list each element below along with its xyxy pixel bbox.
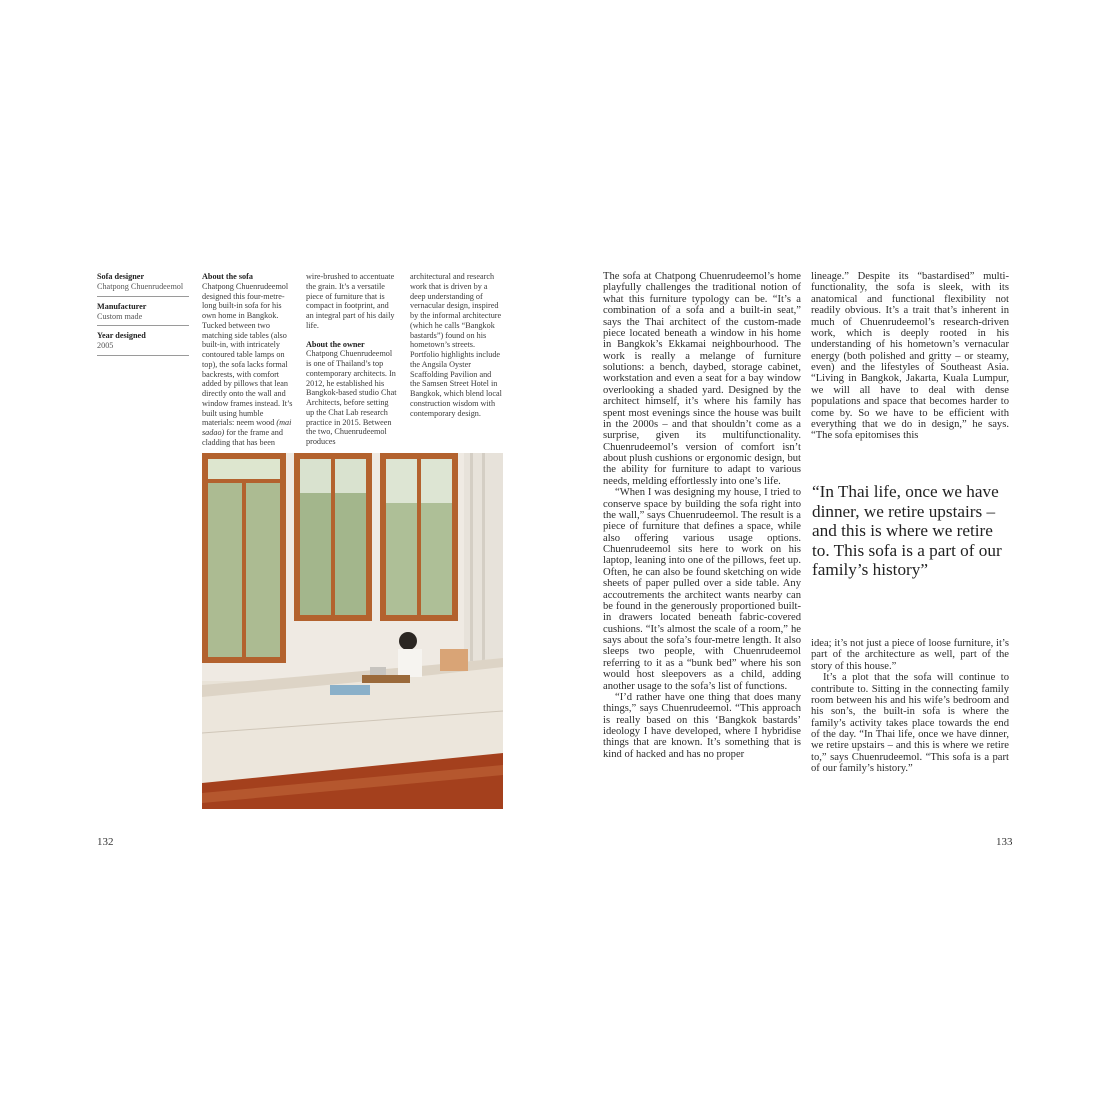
meta-year-label: Year designed [97,331,146,340]
about-owner-column [410,272,502,418]
article-column-2-bottom [811,638,1009,775]
meta-year-value: 2005 [97,341,114,351]
about-column-2 [306,272,398,447]
meta-designer-value: Chatpong Chuenrudeemol [97,282,184,292]
about-owner-text-cont: architectural and research work that is driven by a deep understanding of vernacular design, inspired by the informal architecture (which he calls “Bangkok bastards”) found on his hometown’s streets. Portfolio highlights include the Angsila Oyster Scaffolding Pavilion and the Samsen Street Hotel in Bangkok, which blend local construction wisdom with contemporary design. [410,272,502,418]
article-paragraph-4: lineage.” Despite its “bastardised” multi-functionality, the sofa is sleek, with its anatomical and functional flexibility not readily obvious. It’s a trait that’s inherent in much of Chuenrudeemol’s research-driven work, which is deeply rooted in his understanding of his hometown’s vernacular energy (both polished and gritty – or steamy, even) and the lifestyles of Southeast Asia. “Living in Bangkok, Jakarta, Kuala Lumpur, we will all have to deal with dense populations and space that becomes harder to come by. So we have to be efficient with everything that we do in design,” he says. “The sofa epitomises this [811,271,1009,442]
article-paragraph-5: idea; it’s not just a piece of loose furniture, it’s part of the architecture as well, part of the story of this house.” [811,638,1009,672]
article-paragraph-1: The sofa at Chatpong Chuenrudeemol’s home playfully challenges the traditional notion of what this furniture typology can be. “It’s a combination of a sofa and a built-in seat,” says the Thai architect of the custom-made piece located beneath a window in his home in Bangkok’s Ekkamai neighbourhood. The work is really a melange of furniture solutions: a bench, daybed, storage cabinet, workstation and even a seat for a bay window overlooking a shaded yard. Designed by the architect himself, it’s where his family has spent most evenings since the house was built in the 2000s – and that shouldn’t come as a surprise, given its multifunctionality. Chuenrudeemol’s version of comfort isn’t about plush cushions or ergonomic design, but the ability for furniture to adapt to various needs, melding effortlessly into one’s life. [603,271,801,487]
about-sofa-text-end: for the frame and cladding that has been [202,428,283,447]
about-sofa-column [202,272,294,448]
about-sofa-text-italic: (mai sadao) [202,418,292,437]
about-sofa-heading: About the sofa [202,272,253,281]
page-number-left: 132 [97,836,114,848]
sofa-photo [202,453,503,809]
sofa-meta-sidebar [97,272,189,361]
meta-manufacturer-label: Manufacturer [97,301,147,311]
sofa-photo-illustration [202,453,503,809]
article-column-2-top [811,271,1009,442]
about-sofa-text-cont: wire-brushed to accentuate the grain. It’s a versatile piece of furniture that is compact in footprint, and an integral part of his daily life. [306,272,395,330]
about-owner-text: Chatpong Chuenrudeemol is one of Thailand’s top contemporary architects. In 2012, he established his Bangkok-based studio Chat Architects, before setting up the Chat Lab research practice in 2015. Between the two, Chuenrudeemol produces [306,349,397,446]
meta-designer [97,272,189,297]
meta-designer-label: Sofa designer [97,272,145,281]
article-paragraph-6: It’s a plot that the sofa will continue to contribute to. Sitting in the connecting family room between his and his wife’s bedroom and his son’s, the built-in sofa is where the family’s activity takes place towards the end of the day. “In Thai life, once we have dinner, we retire upstairs – and this is where we retire to,” says Chuenrudeemol. “This sofa is a part of our family’s history.” [811,672,1009,775]
page-number-right: 133 [996,836,1013,848]
meta-manufacturer [97,302,189,327]
about-sofa-text [202,282,294,448]
article-paragraph-3: “I’d rather have one thing that does many things,” says Chuenrudeemol. “This approach is really based on this ‘Bangkok bastards’ ideology I have developed, where I hybridise things that are known. It’s something that is kind of hacked and has no proper [603,691,801,760]
pull-quote: “In Thai life, once we have dinner, we retire upstairs – and this is where we retire to. This sofa is a part of our family’s history” [812,482,1002,580]
about-owner-heading: About the owner [306,339,365,349]
meta-manufacturer-value: Custom made [97,311,143,321]
article-paragraph-2: “When I was designing my house, I tried to conserve space by building the sofa right into the wall,” says Chuenrudeemol. The result is a piece of furniture that defines a space, while also offering various usage options. Chuenrudeemol sits here to work on his laptop, leaning into one of the pillows, feet up. Often, he can also be found sketching on wide sheets of paper pulled over a side table. Any accoutrements the architect wants nearby can be found in the generously proportioned built-in drawers located beneath fabric-covered cushions. “It’s almost the scale of a room,” he says about the sofa’s four-metre length. It also sleeps two people, with Chuenrudeemol referring to it as a “bunk bed” where his son would host sleepovers as a child, adding another usage to the sofa’s list of functions. [603,487,802,692]
meta-year [97,331,189,356]
about-sofa-text-main: Chatpong Chuenrudeemol designed this four-metre-long built-in sofa for his own home in Bangkok. Tucked between two matching side tables (also built-in, with intricately contoured table lamps on top), the sofa lacks formal backrests, with comfort added by pillows that lean directly onto the wall and window frames instead. It’s built using humble materials: neem wood [202,281,293,428]
article-column-1 [603,271,801,760]
